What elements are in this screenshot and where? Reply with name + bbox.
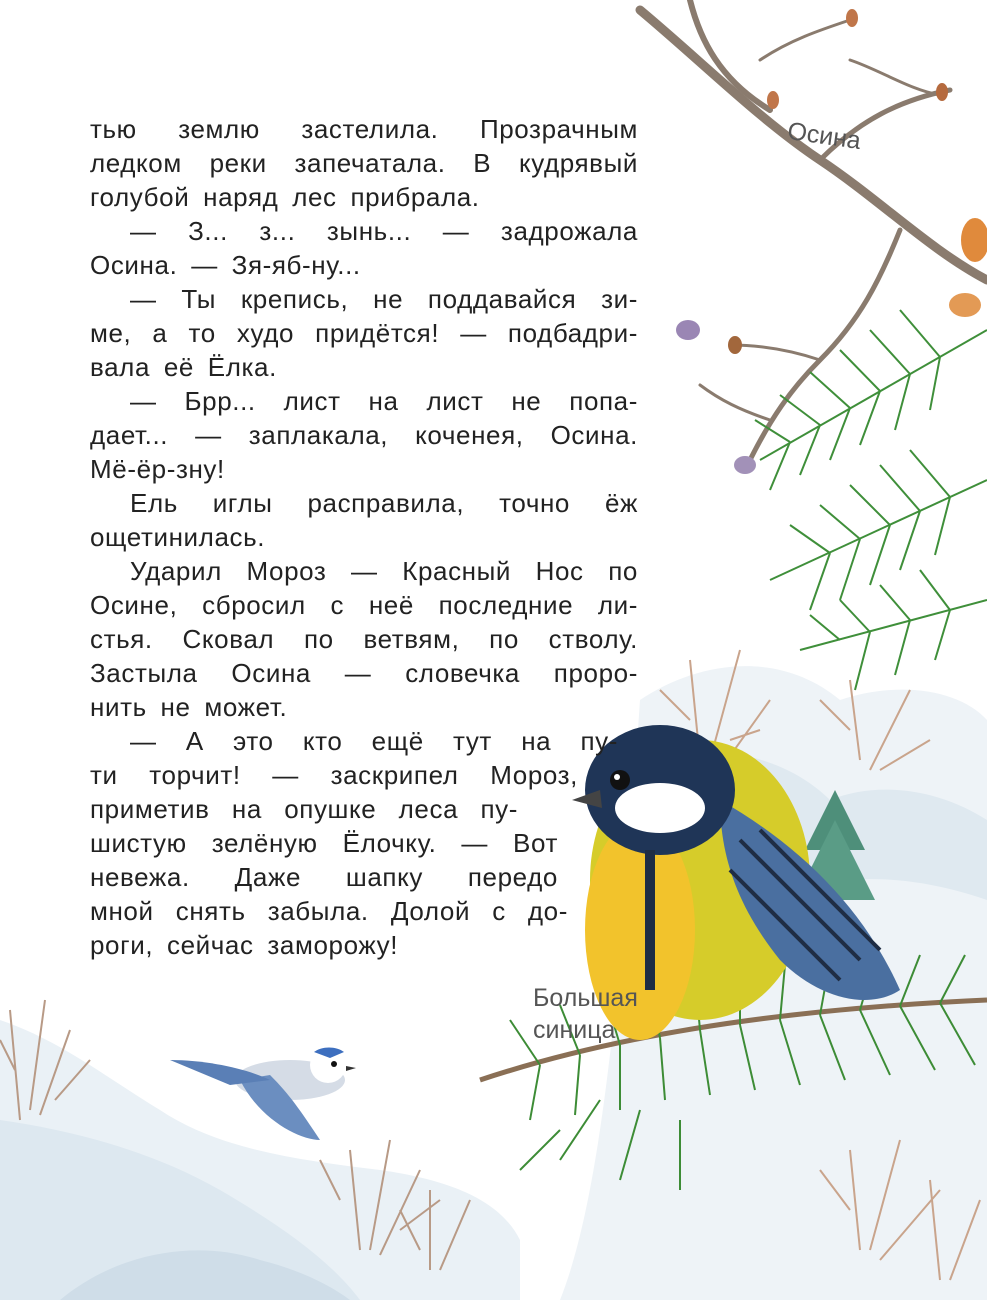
text-line: Ударил Мороз — Красный Нос по — [130, 556, 638, 586]
text-line: — Ты крепись, не поддавайся зи- — [130, 284, 638, 314]
text-line: вала её Ёлка. — [90, 352, 277, 382]
story-text — [90, 112, 638, 962]
text-line: Застыла Осина — словечка проро- — [90, 658, 638, 688]
text-line: ощетинилась. — [90, 522, 266, 552]
text-line: шистую зелёную Ёлочку. — Вот — [90, 828, 558, 858]
text-line: Осина. — Зя-яб-ну... — [90, 250, 361, 280]
text-line: дает... — заплакала, коченея, Осина. — [90, 420, 638, 450]
text-line: ледком реки запечатала. В кудрявый — [90, 148, 638, 178]
caption-great-tit — [533, 982, 638, 1046]
blue-tit-bird — [170, 1047, 356, 1140]
text-line: ме, а то худо придётся! — подбадри- — [90, 318, 638, 348]
text-line: стья. Сковал по ветвям, по стволу. — [90, 624, 638, 654]
text-line: нить не может. — [90, 692, 288, 722]
text-line: — А это кто ещё тут на пу- — [130, 726, 618, 756]
text-line: — Брр... лист на лист не попа- — [130, 386, 638, 416]
text-line: приметив на опушке леса пу- — [90, 794, 518, 824]
caption-great-tit-line-2: синица — [533, 1016, 616, 1044]
text-line: Осине, сбросил с неё последние ли- — [90, 590, 638, 620]
text-line: Мё-ёр-зну! — [90, 454, 225, 484]
aspen-branch — [640, 0, 987, 460]
caption-great-tit-line-1: Большая — [533, 984, 638, 1012]
text-line: мной снять забыла. Долой с до- — [90, 896, 568, 926]
text-line: роги, сейчас заморожу! — [90, 930, 399, 960]
text-line: Ель иглы расправила, точно ёж — [130, 488, 638, 518]
caption-aspen: Осина — [785, 116, 863, 155]
text-line: тью землю застелила. Прозрачным — [90, 114, 638, 144]
text-line: — З... з... зынь... — задрожала — [130, 216, 638, 246]
spruce-needles-top — [755, 310, 987, 690]
text-line: голубой наряд лес прибрала. — [90, 182, 480, 212]
text-line: ти торчит! — заскрипел Мороз, — [90, 760, 578, 790]
text-line: невежа. Даже шапку передо — [90, 862, 558, 892]
